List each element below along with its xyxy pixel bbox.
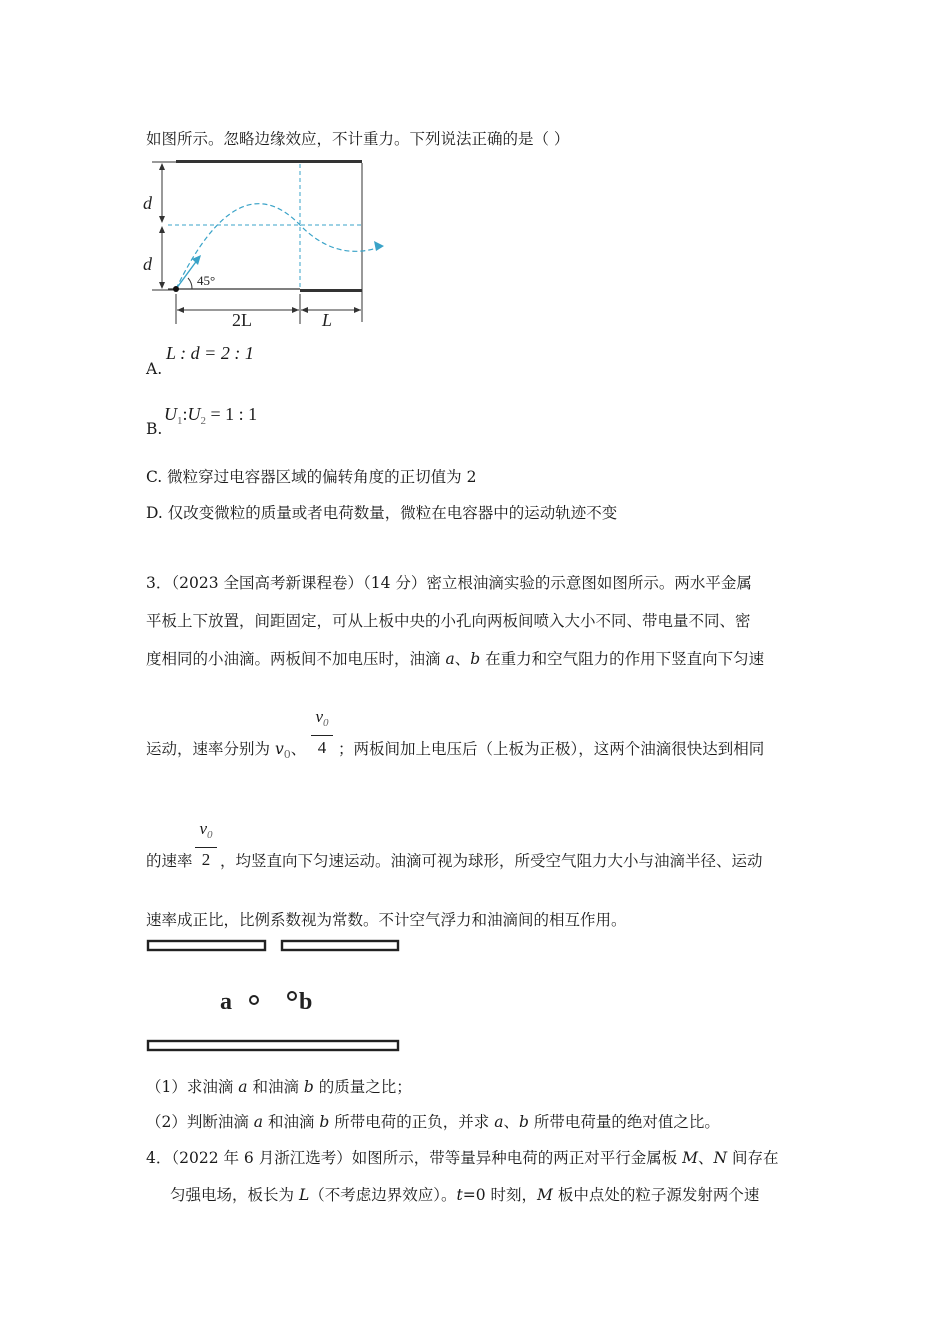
q4-line2: 匀强电场，板长为 L（不考虑边界效应）。t=0 时刻，M 板中点处的粒子源发射两个速 [170, 1186, 760, 1204]
q3-line1: 3．（2023 全国高考新课程卷）（14 分）密立根油滴实验的示意图如图所示。两水平金属 [146, 574, 752, 592]
option-a-math: L : d = 2 : 1 [166, 343, 254, 363]
q3-sub2: （2）判断油滴 a 和油滴 b 所带电荷的正负，并求 a、b 所带电荷量的绝对值之比。 [146, 1113, 720, 1131]
q3-sub1: （1）求油滴 a 和油滴 b 的质量之比； [146, 1078, 412, 1096]
bottom-plate [300, 289, 362, 292]
q3-line4-post: ；两板间加上电压后（上板为正极），这两个油滴很快达到相同 [338, 740, 765, 758]
q3-line4-pre: 运动，速率分别为 $v_0$、 [146, 740, 307, 761]
option-a-label: A. [146, 360, 163, 378]
oil-drop-b [288, 992, 296, 1000]
particle-source-dot [173, 286, 179, 292]
oil-drop-a [250, 996, 258, 1004]
angle-label: 45° [197, 273, 216, 288]
label-L: L [322, 310, 333, 330]
option-b-math: $U_1:U_2 = 1$ : 1 [164, 404, 258, 427]
q2-capacitor-figure [140, 150, 400, 335]
label-d-top: d [143, 193, 152, 213]
oil-drop-label-b: b [299, 989, 313, 1015]
q3-line5-pre: 的速率 [146, 852, 193, 870]
option-d: D. 仅改变微粒的质量或者电荷数量，微粒在电容器中的运动轨迹不变 [146, 504, 618, 522]
upper-plate-left [148, 941, 265, 950]
q4-line1: 4．（2022 年 6 月浙江选考）如图所示，带等量异种电荷的两正对平行金属板 M、N 间存在 [146, 1149, 779, 1167]
q3-line3: 度相同的小油滴。两板间不加电压时，油滴 a、b 在重力和空气阻力的作用下竖直向下匀速 [146, 650, 765, 668]
fraction-v0-over-4: $v_0$ 4 [311, 706, 333, 759]
top-plate [176, 160, 362, 163]
oil-drop-label-a: a [220, 989, 232, 1015]
upper-plate-right [282, 941, 398, 950]
trajectory-arrowhead [374, 241, 384, 251]
q3-line2: 平板上下放置，间距固定，可从上板中央的小孔向两板间喷入大小不同、带电量不同、密 [146, 612, 751, 630]
lower-plate [148, 1041, 398, 1050]
label-2L: 2L [232, 310, 252, 330]
q3-line5-post: ，均竖直向下匀速运动。油滴可视为球形，所受空气阻力大小与油滴半径、运动 [220, 852, 763, 870]
fraction-v0-over-2: $v_0$ 2 [195, 818, 217, 871]
q3-line6: 速率成正比，比例系数视为常数。不计空气浮力和油滴间的相互作用。 [146, 911, 627, 929]
initial-velocity-arrow [176, 259, 198, 289]
option-b-label: B. [146, 420, 163, 438]
q2-intro-text: 如图所示。忽略边缘效应，不计重力。下列说法正确的是（ ） [146, 130, 570, 148]
label-d-bottom: d [143, 254, 152, 274]
q3-oil-drop-figure [140, 935, 410, 1060]
option-c: C. 微粒穿过电容器区域的偏转角度的正切值为 2 [146, 468, 477, 486]
